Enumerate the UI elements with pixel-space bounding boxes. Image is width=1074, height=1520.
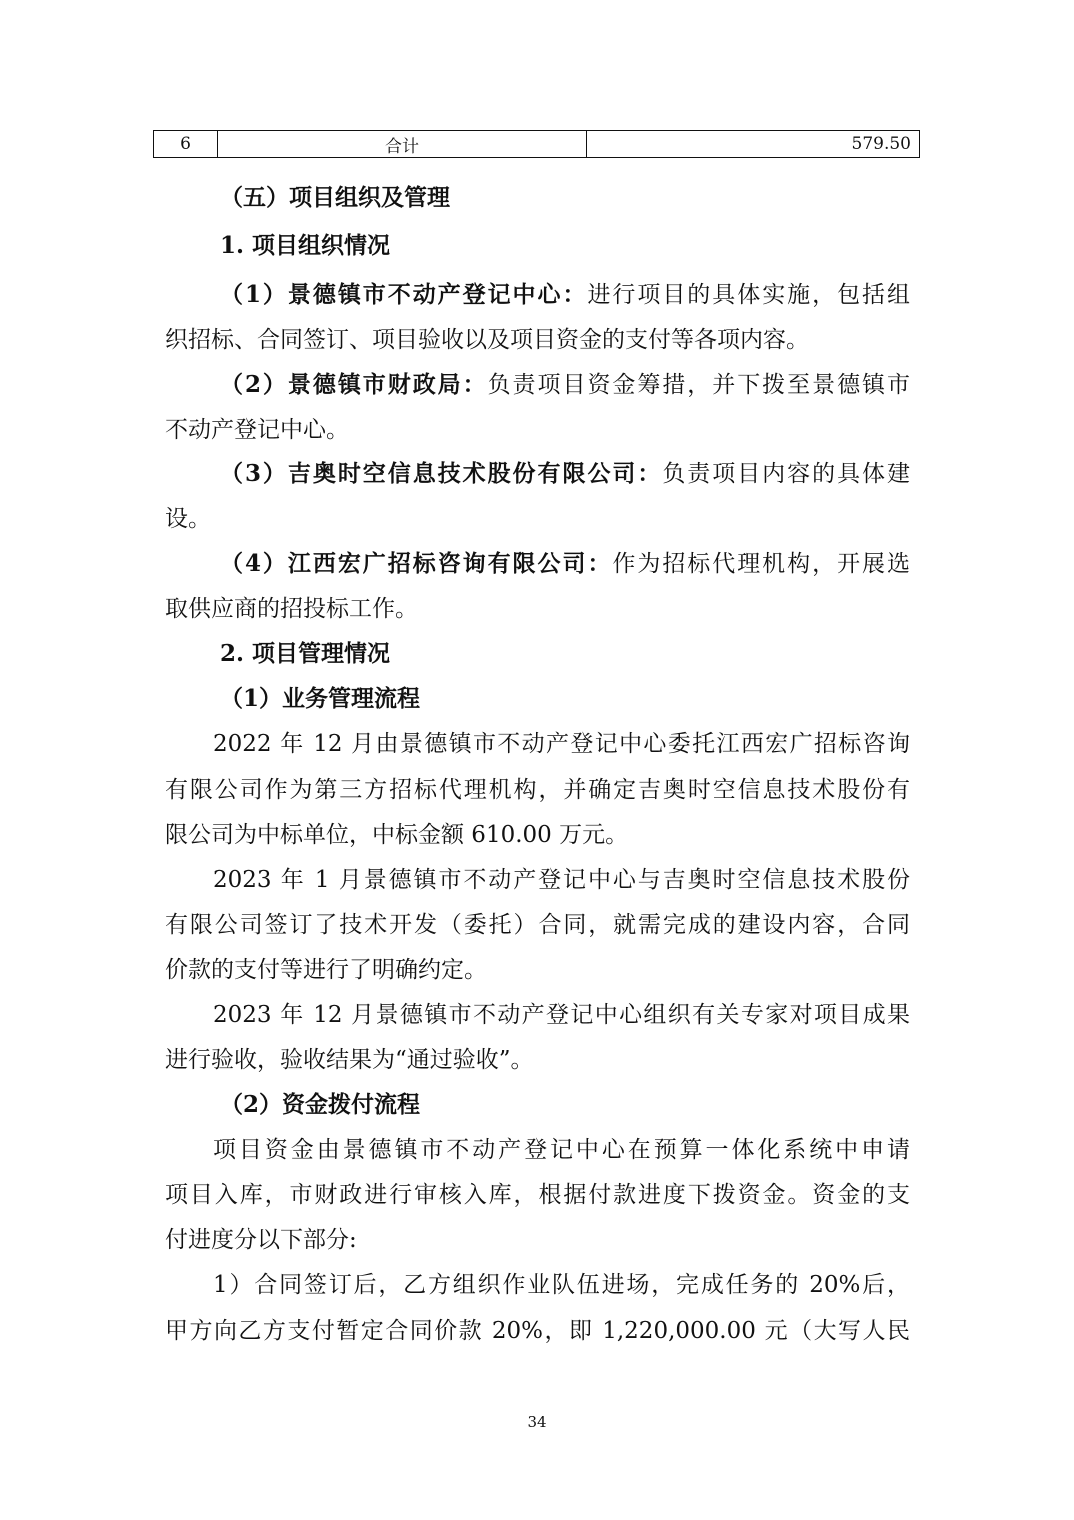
paragraph-3-line-1: 2023 年 12 月景德镇市不动产登记中心组织有关专家对项目成果 — [213, 1002, 910, 1028]
summary-table — [153, 130, 920, 158]
subheading-fund-process: （2）资金拨付流程 — [220, 1091, 421, 1118]
paragraph-4-line-1: 项目资金由景德镇市不动产登记中心在预算一体化系统中申请 — [213, 1137, 910, 1163]
item-4-label: （4）江西宏广招标咨询有限公司： — [220, 550, 613, 577]
paragraph-2-line-2: 有限公司签订了技术开发（委托）合同，就需完成的建设内容，合同 — [165, 912, 910, 938]
paragraph-1-line-1: 2022 年 12 月由景德镇市不动产登记中心委托江西宏广招标咨询 — [213, 731, 910, 757]
page-number: 34 — [527, 1413, 547, 1431]
paragraph-2-line-1: 2023 年 1 月景德镇市不动产登记中心与吉奥时空信息技术股份 — [213, 867, 910, 893]
item-2-line-2: 不动产登记中心。 — [165, 417, 349, 443]
table-cell-value: 579.50 — [851, 134, 911, 154]
paragraph-5-line-1: 1）合同签订后，乙方组织作业队伍进场，完成任务的 20%后， — [213, 1272, 910, 1298]
item-1-label: （1）景德镇市不动产登记中心： — [220, 281, 588, 308]
paragraph-1-line-2: 有限公司作为第三方招标代理机构，并确定吉奥时空信息技术股份有 — [165, 777, 910, 803]
item-4-line-1: （4）江西宏广招标咨询有限公司：作为招标代理机构，开展选 — [220, 550, 910, 577]
item-3-line-2: 设。 — [165, 506, 211, 532]
paragraph-4-line-3: 付进度分以下部分: — [165, 1227, 357, 1253]
paragraph-3-line-2: 进行验收，验收结果为“通过验收”。 — [165, 1047, 534, 1073]
paragraph-5-line-2: 甲方向乙方支付暂定合同价款 20%，即 1,220,000.00 元（大写人民 — [165, 1318, 910, 1344]
item-4-line-2: 取供应商的招投标工作。 — [165, 596, 418, 622]
section-heading: （五）项目组织及管理 — [220, 184, 450, 211]
subheading-organization: 1. 项目组织情况 — [220, 232, 391, 259]
subheading-management: 2. 项目管理情况 — [220, 640, 391, 667]
paragraph-2-line-3: 价款的支付等进行了明确约定。 — [165, 957, 487, 983]
item-1-line-2: 织招标、合同签订、项目验收以及项目资金的支付等各项内容。 — [165, 327, 809, 353]
item-3-line-1: （3）吉奥时空信息技术股份有限公司：负责项目内容的具体建 — [220, 460, 910, 487]
item-1-line-1: （1）景德镇市不动产登记中心：进行项目的具体实施，包括组 — [220, 281, 911, 308]
table-cell-number: 6 — [154, 131, 218, 157]
paragraph-1-line-3: 限公司为中标单位，中标金额 610.00 万元。 — [165, 822, 629, 848]
item-2-label: （2）景德镇市财政局： — [220, 371, 488, 398]
item-3-label: （3）吉奥时空信息技术股份有限公司： — [220, 460, 663, 487]
item-2-line-1: （2）景德镇市财政局：负责项目资金筹措，并下拨至景德镇市 — [220, 371, 910, 398]
subheading-business-process: （1）业务管理流程 — [220, 685, 421, 712]
paragraph-4-line-2: 项目入库，市财政进行审核入库，根据付款进度下拨资金。资金的支 — [165, 1182, 910, 1208]
table-cell-label: 合计 — [218, 131, 587, 157]
